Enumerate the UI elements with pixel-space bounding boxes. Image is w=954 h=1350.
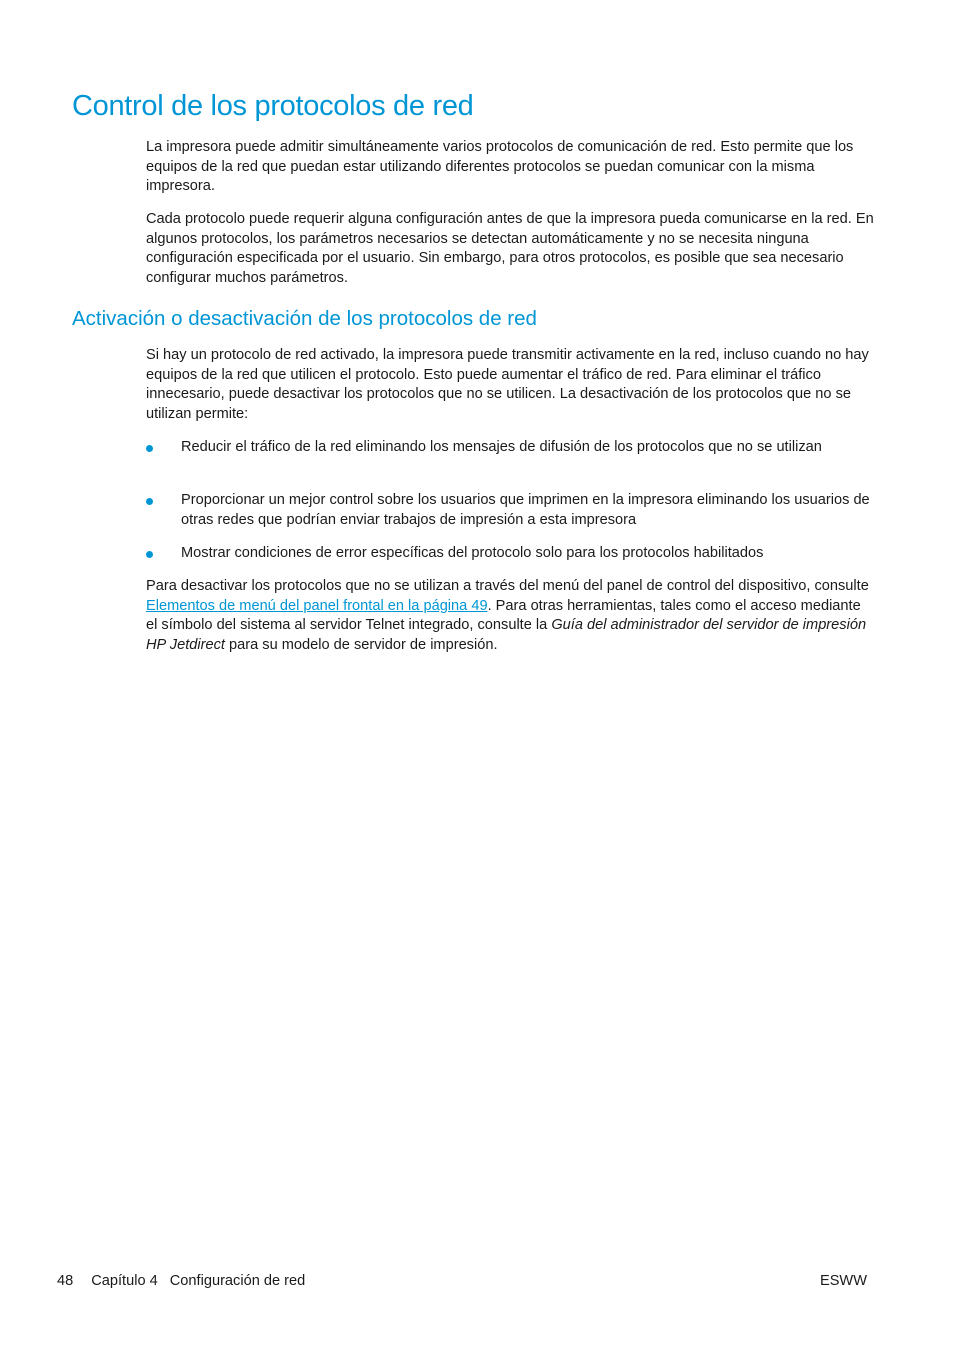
list-item [146,491,876,544]
paragraph-text: . Para otras herramientas, tales como el acceso mediante el símbolo del sistema al servidor Telnet integrado, consulte la [146,597,861,633]
chapter-title: Configuración de red [169,1273,306,1289]
bullet-icon [146,445,153,452]
page-number: 48 [57,1273,74,1289]
section-heading: Activación o desactivación de los protocolos de red [72,307,537,330]
bullet-icon [146,551,153,558]
list-item-text: Proporcionar un mejor control sobre los usuarios que imprimen en la impresora eliminando los usuarios de otras redes que podrían enviar trabajos de impresión a esta impresora [181,492,870,528]
intro-paragraph-2: Cada protocolo puede requerir alguna configuración antes de que la impresora pueda comunicarse en la red. En algunos protocolos, los parámetros necesarios se detectan automáticamente y no se necesita ninguna configuración especificada por el usuario. Sin embargo, para otros protocolos, es posible que sea necesario configurar muchos parámetros. [146,211,874,286]
page-footer [57,1272,305,1290]
book-title: Guía del administrador del servidor de impresión HP Jetdirect [146,617,867,653]
cross-reference-link[interactable]: Elementos de menú del panel frontal en la página 49 [146,597,488,614]
list-item [146,544,876,564]
paragraph-text: Para desactivar los protocolos que no se utilizan a través del menú del panel de control del dispositivo, consulte [146,578,869,594]
paragraph-text: para su modelo de servidor de impresión. [224,636,498,653]
section-paragraph-2 [146,577,876,655]
document-code: ESWW [819,1273,867,1289]
chapter-label: Capítulo 4 [91,1273,158,1289]
list-item-text: Reducir el tráfico de la red eliminando los mensajes de difusión de los protocolos que no se utilizan [181,439,822,455]
list-item [146,438,876,491]
bullet-list [146,438,876,564]
list-item-text: Mostrar condiciones de error específicas del protocolo solo para los protocolos habilitados [181,545,764,561]
intro-paragraph-1: La impresora puede admitir simultáneamente varios protocolos de comunicación de red. Esto permite que los equipos de la red que puedan estar utilizando diferentes protocolos se puedan comunicar con la misma impresora. [146,139,854,194]
section-paragraph-1: Si hay un protocolo de red activado, la impresora puede transmitir activamente en la red, incluso cuando no hay equipos de la red que utilicen el protocolo. Esto puede aumentar el tráfico de red. Para eliminar el tráfico innecesario, puede desactivar los protocolos que no se utilicen. La desactivación de los protocolos que no se utilizan permite: [146,347,869,422]
bullet-icon [146,498,153,505]
page-title: Control de los protocolos de red [72,90,474,122]
